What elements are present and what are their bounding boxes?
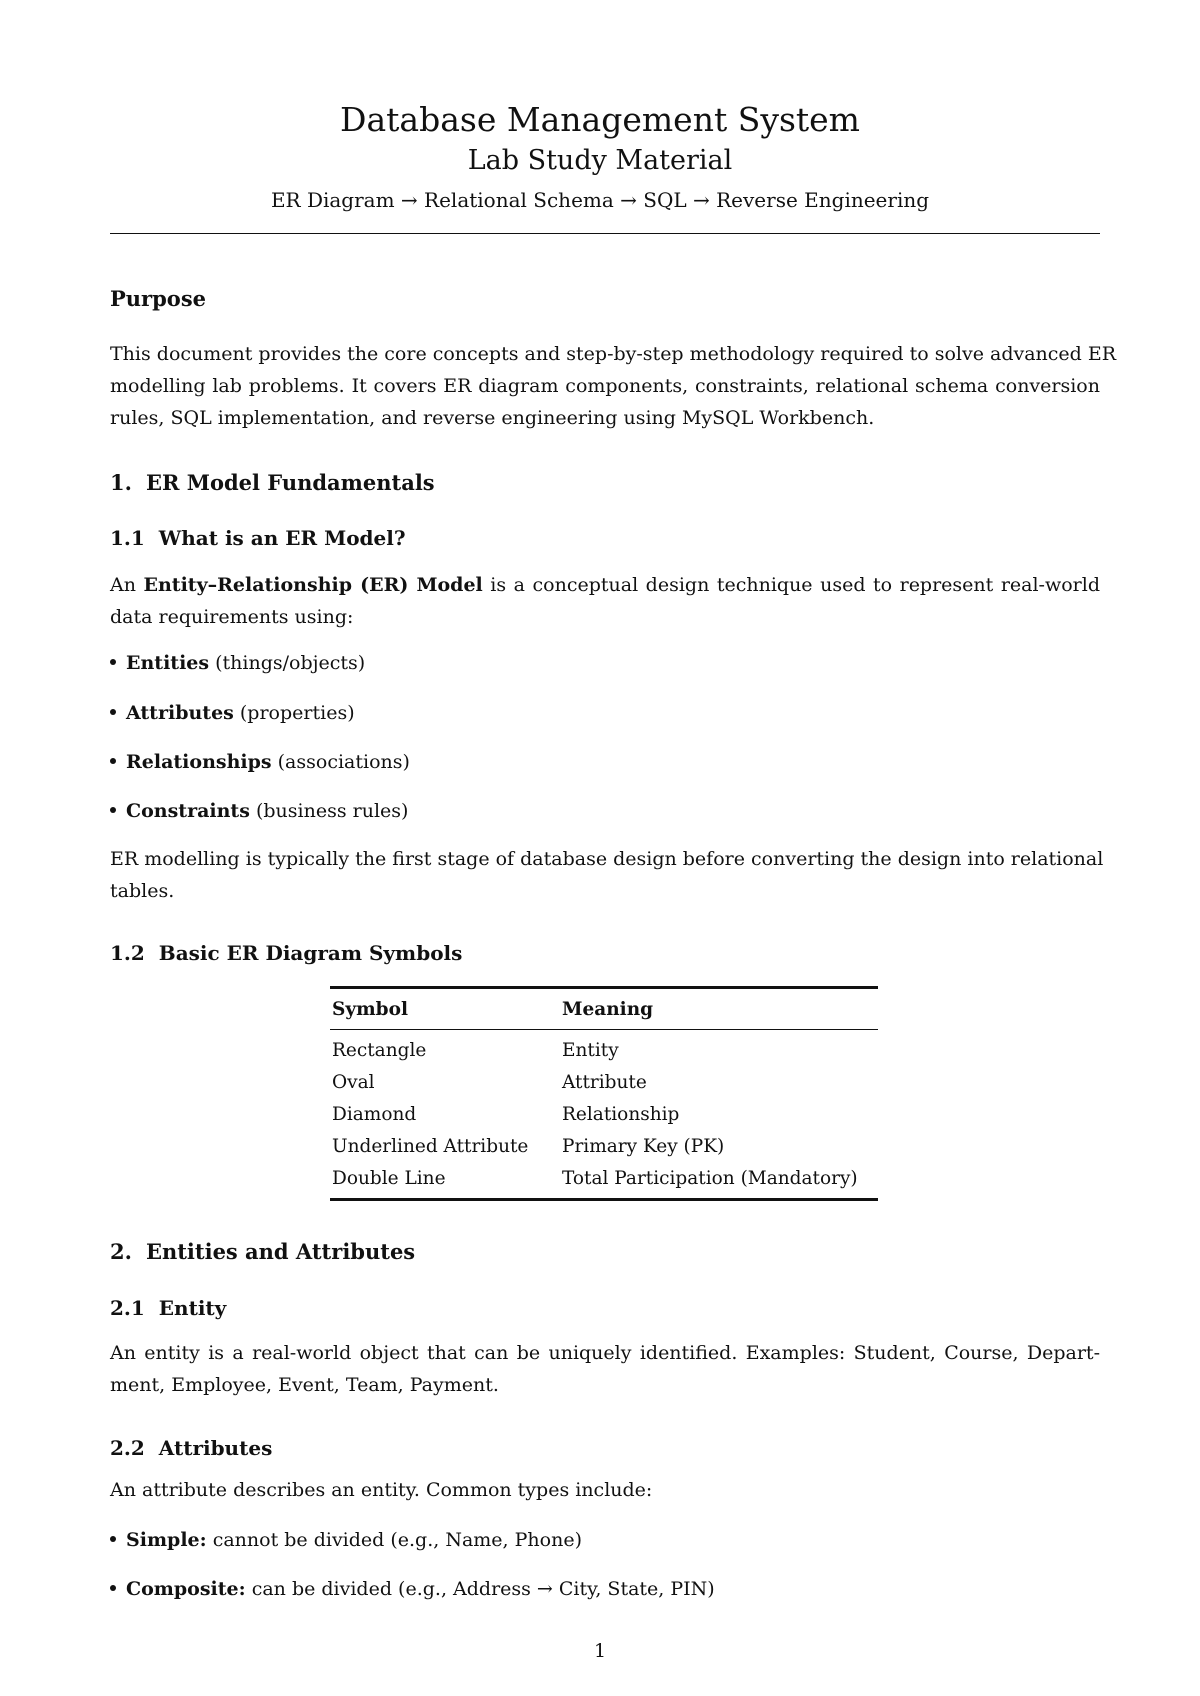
bullet-desc: (business rules): [249, 800, 409, 822]
bullet-icon: [110, 807, 116, 813]
purpose-paragraph: [110, 338, 1117, 434]
bullet-term: Attributes: [126, 702, 234, 724]
table-row: [330, 1162, 878, 1194]
section-number: 1.: [110, 470, 132, 495]
subsection-2-2-heading: [110, 1436, 272, 1460]
purpose-line: rules, SQL implementation, and reverse engineering using MySQL Workbench.: [110, 407, 875, 429]
bullet-term: Relationships: [126, 751, 272, 773]
list-item: [110, 751, 410, 773]
er-model-outro: [110, 843, 1104, 907]
entity-line: An entity is a real-world object that can be uniquely identified. Examples: Student, Course, Depart-: [110, 1342, 1100, 1364]
bullet-icon: [110, 709, 116, 715]
bullet-term: Constraints: [126, 800, 250, 822]
section-number: 2.: [110, 1239, 132, 1264]
table-cell: Diamond: [332, 1103, 417, 1125]
table-cell: Total Participation (Mandatory): [562, 1167, 858, 1189]
entity-line: ment, Employee, Event, Team, Payment.: [110, 1374, 499, 1396]
intro-prefix: An: [110, 574, 144, 596]
subsection-1-1-heading: [110, 526, 406, 550]
table-row: [330, 1130, 878, 1162]
intro-term: Entity–Relationship (ER) Model: [143, 574, 483, 596]
subsection-title: Attributes: [158, 1436, 273, 1460]
bullet-term: Composite:: [126, 1578, 246, 1600]
subsection-1-2-heading: [110, 941, 462, 965]
table-cell: Entity: [562, 1039, 619, 1061]
list-item: [110, 800, 408, 822]
intro-rest: is a conceptual design technique used to represent real-world: [482, 574, 1100, 596]
subsection-title: What is an ER Model?: [158, 526, 406, 550]
attributes-intro: An attribute describes an entity. Common types include:: [110, 1479, 653, 1501]
table-header-row: [330, 989, 878, 1029]
purpose-heading: Purpose: [110, 286, 206, 311]
subsection-title: Basic ER Diagram Symbols: [158, 941, 463, 965]
subsection-number: 1.1: [110, 526, 145, 550]
document-subtitle: Lab Study Material: [467, 145, 733, 176]
table-header-cell: Meaning: [562, 998, 654, 1020]
table-row: [330, 1098, 878, 1130]
table-row: [330, 1034, 878, 1066]
list-item: [110, 1529, 582, 1551]
bullet-icon: [110, 1585, 116, 1591]
er-symbols-table: [330, 986, 878, 1201]
outro-line: ER modelling is typically the first stage of database design before converting the design into relational: [110, 848, 1104, 870]
table-header-cell: Symbol: [332, 998, 408, 1020]
list-item: [110, 652, 365, 674]
bullet-desc: (associations): [271, 751, 410, 773]
workflow-line: ER Diagram → Relational Schema → SQL → Reverse Engineering: [270, 188, 930, 212]
purpose-line: This document provides the core concepts and step-by-step methodology required to solve advanced ER: [110, 343, 1117, 365]
er-model-intro: [110, 569, 1100, 633]
bullet-term: Entities: [126, 652, 210, 674]
table-cell: Primary Key (PK): [562, 1135, 725, 1157]
table-cell: Double Line: [332, 1167, 446, 1189]
title-divider: [110, 233, 1100, 234]
bullet-icon: [110, 758, 116, 764]
table-cell: Underlined Attribute: [332, 1135, 529, 1157]
list-item: [110, 1578, 715, 1600]
page-number: 1: [593, 1640, 607, 1662]
table-cell: Rectangle: [332, 1039, 427, 1061]
bullet-icon: [110, 1536, 116, 1542]
list-item: [110, 702, 355, 724]
section-2-heading: [110, 1239, 415, 1264]
document-title: Database Management System: [340, 100, 860, 139]
subsection-number: 2.2: [110, 1436, 145, 1460]
bullet-icon: [110, 659, 116, 665]
bullet-desc: can be divided (e.g., Address → City, State, PIN): [245, 1578, 715, 1600]
bullet-desc: (things/objects): [209, 652, 366, 674]
bullet-term: Simple:: [126, 1529, 207, 1551]
intro-line: [110, 569, 1100, 601]
subsection-2-1-heading: [110, 1296, 226, 1320]
table-cell: Oval: [332, 1071, 375, 1093]
table-row: [330, 1066, 878, 1098]
table-body: [330, 1030, 878, 1198]
subsection-number: 1.2: [110, 941, 145, 965]
subsection-title: Entity: [158, 1296, 227, 1320]
table-cell: Attribute: [562, 1071, 647, 1093]
subsection-number: 2.1: [110, 1296, 145, 1320]
table-cell: Relationship: [562, 1103, 680, 1125]
purpose-line: modelling lab problems. It covers ER diagram components, constraints, relational schema conversion: [110, 375, 1100, 397]
table-bottom-rule: [330, 1198, 878, 1201]
section-1-heading: [110, 470, 435, 495]
intro-line: data requirements using:: [110, 606, 354, 628]
bullet-desc: (properties): [233, 702, 355, 724]
entity-paragraph: [110, 1337, 1100, 1401]
section-title: Entities and Attributes: [145, 1239, 416, 1264]
bullet-desc: cannot be divided (e.g., Name, Phone): [206, 1529, 582, 1551]
outro-line: tables.: [110, 880, 175, 902]
section-title: ER Model Fundamentals: [145, 470, 435, 495]
